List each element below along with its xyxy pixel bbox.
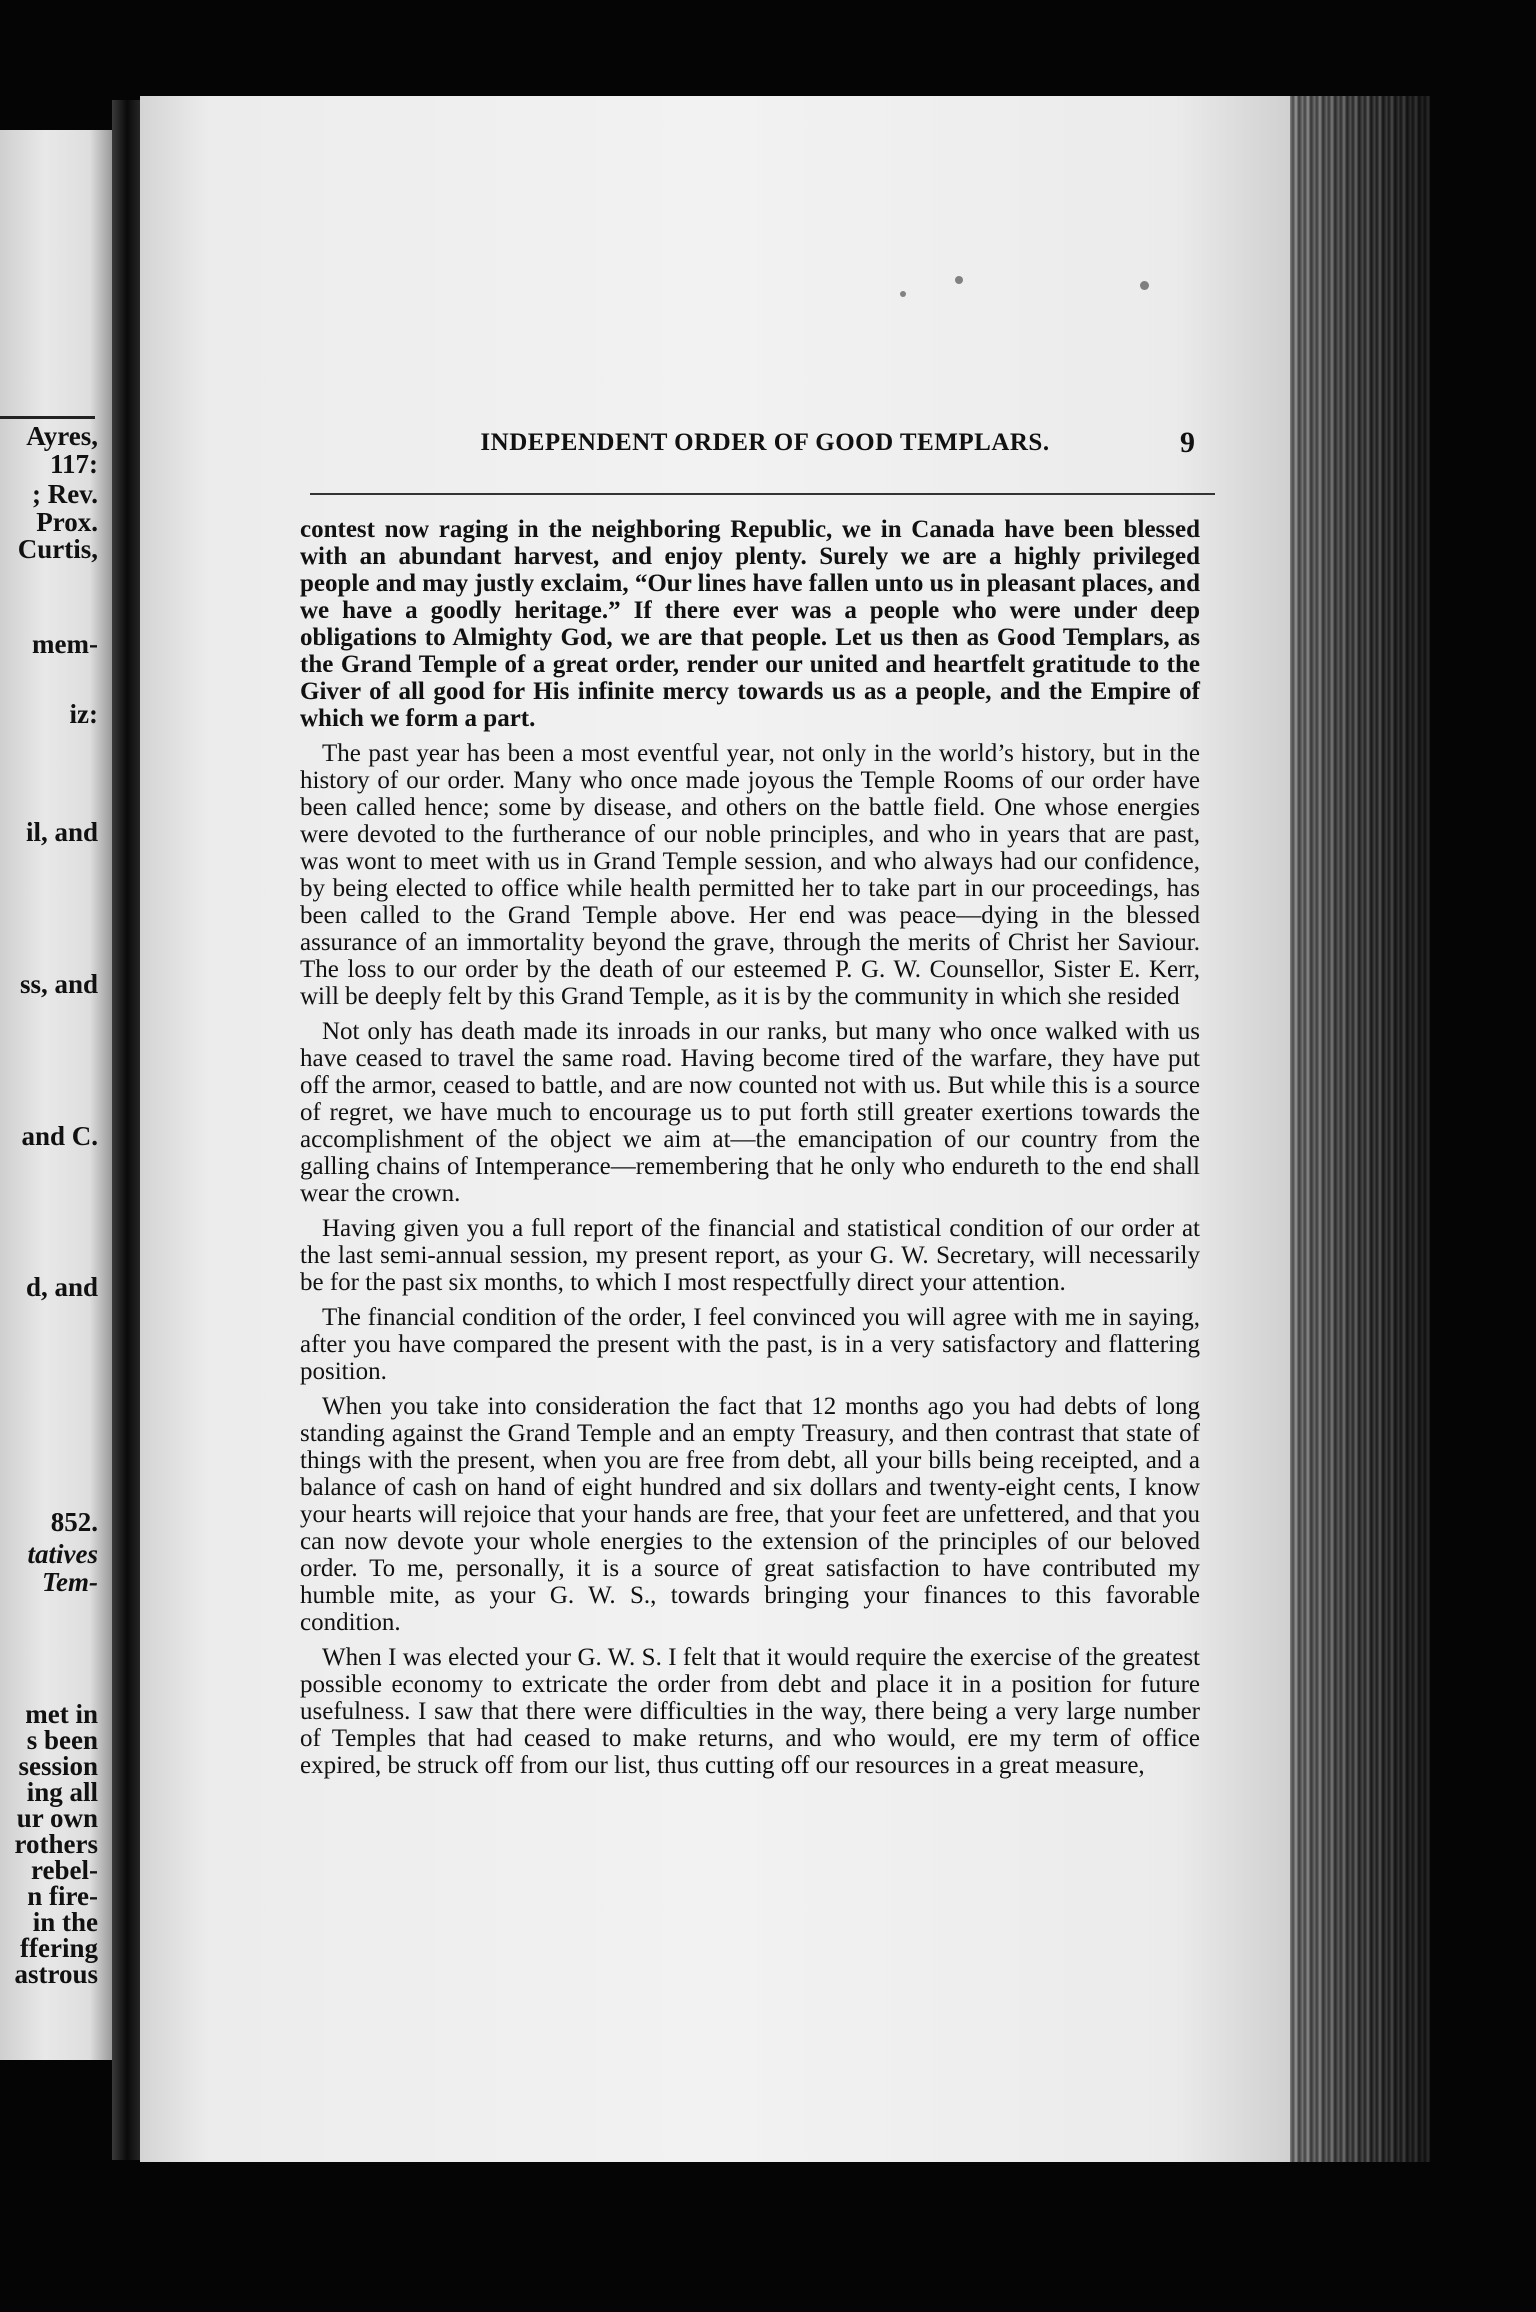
left-fragment: mem-: [32, 629, 98, 659]
left-fragment: tatives: [27, 1539, 98, 1569]
paragraph: Having given you a full report of the financial and statistical condition of our order at the last semi-annual session, my present report, as your G. W. Secretary, will necessarily be for the past six months, to which I most respectfully direct your attention.: [300, 1215, 1200, 1296]
left-fragment: session: [18, 1751, 98, 1781]
left-fragment: il, and: [25, 817, 98, 847]
left-fragment: ing all: [26, 1777, 98, 1807]
left-fragment: iz:: [69, 699, 98, 729]
left-fragment: astrous: [14, 1959, 98, 1989]
left-fragment: Tem-: [42, 1567, 98, 1597]
header-rule: [310, 493, 1215, 495]
paragraph: The past year has been a most eventful year, not only in the world’s history, but in the history of our order. Many who once made joyous the Temple Rooms of our order have been called hence; some by disease, and others on the battle field. One whose energies were devoted to the furtherance of our noble principles, and who in years that are past, was wont to meet with us in Grand Temple session, and who always had our confidence, by being elected to office while health permitted her to take part in our proceedings, has been called to the Grand Temple above. Her end was peace—dying in the blessed assurance of an immortality beyond the grave, through the merits of Christ her Saviour. The loss to our order by the death of our esteemed P. G. W. Counsellor, Sister E. Kerr, will be deeply felt by this Grand Temple, as it is by the community in which she resided: [300, 740, 1200, 1010]
left-fragment: ur own: [16, 1803, 98, 1833]
left-fragment: 117:: [49, 449, 98, 479]
left-fragment: Ayres,: [26, 421, 98, 451]
paragraph: contest now raging in the neighboring Republic, we in Canada have been blessed with an abundant harvest, and enjoy plenty. Surely we are a highly privileged people and may justly exclaim, “Our lines have fallen unto us in pleasant places, and we have a goodly heritage.” If there ever was a people who were under deep obligations to Almighty God, we are that people. Let us then as Good Templars, as the Grand Temple of a great order, render our united and heartfelt gratitude to the Giver of all good for His infinite mercy towards us as a people, and the Empire of which we form a part.: [300, 516, 1200, 732]
left-fragment: ffering: [20, 1933, 98, 1963]
page-stack-edge: [1290, 96, 1430, 2162]
left-fragment: 852.: [50, 1507, 98, 1537]
left-fragment: Prox.: [36, 507, 98, 537]
page-stack-shade: [1290, 96, 1430, 2162]
ink-speck: [955, 276, 963, 284]
left-fragment: rothers: [14, 1829, 98, 1859]
left-fragment: d, and: [25, 1272, 98, 1302]
left-fragment: ss, and: [19, 969, 98, 999]
left-fragment: and C.: [21, 1121, 98, 1151]
page-gutter: [112, 100, 142, 2160]
left-fragment: Curtis,: [17, 534, 98, 564]
left-fragment: met in: [25, 1699, 98, 1729]
paragraph: When I was elected your G. W. S. I felt that it would require the exercise of the greatest possible economy to extricate the order from debt and place it in a position for future usefulness. I saw that there were difficulties in the way, there being a very large number of Temples that had ceased to make returns, and who would, ere my term of office expired, be struck off from our list, thus cutting off our resources in a great measure,: [300, 1644, 1200, 1779]
paragraph: The financial condition of the order, I feel convinced you will agree with me in saying, after you have compared the present with the past, is in a very satisfactory and flattering position.: [300, 1304, 1200, 1385]
page-number: 9: [1180, 426, 1195, 459]
paragraph: Not only has death made its inroads in our ranks, but many who once walked with us have ceased to travel the same road. Having become tired of the warfare, they have put off the armor, ceased to battle, and are now counted not with us. But while this is a source of regret, we have much to encourage us to put forth still greater exertions towards the accomplishment of the object we aim at—the emancipation of our country from the galling chains of Intemperance—remembering that he only who endureth to the end shall wear the crown.: [300, 1018, 1200, 1207]
left-fragment: n fire-: [27, 1881, 98, 1911]
left-fragment: ; Rev.: [32, 479, 98, 509]
left-page-rule: [0, 416, 95, 419]
previous-page-edge: [0, 130, 112, 2060]
left-fragment: rebel-: [31, 1855, 98, 1885]
ink-speck: [900, 291, 906, 297]
left-fragment: in the: [32, 1907, 98, 1937]
paragraph: When you take into consideration the fact that 12 months ago you had debts of long standing against the Grand Temple and an empty Treasury, and then contrast that state of things with the present, when you are free from debt, all your bills being receipted, and a balance of cash on hand of eight hundred and six dollars and twenty-eight cents, I know your hearts will rejoice that your hands are free, that your feet are unfettered, and that you can now devote your whole energies to the extension of the principles of our beloved order. To me, personally, it is a source of great satisfaction to have contributed my humble mite, as your G. W. S., towards bringing your finances to this favorable condition.: [300, 1393, 1200, 1636]
left-fragment: s been: [26, 1725, 98, 1755]
body-text: [300, 516, 1200, 1787]
running-header: INDEPENDENT ORDER OF GOOD TEMPLARS.: [480, 429, 1050, 456]
document-page: [140, 96, 1290, 2162]
ink-speck: [1140, 281, 1149, 290]
